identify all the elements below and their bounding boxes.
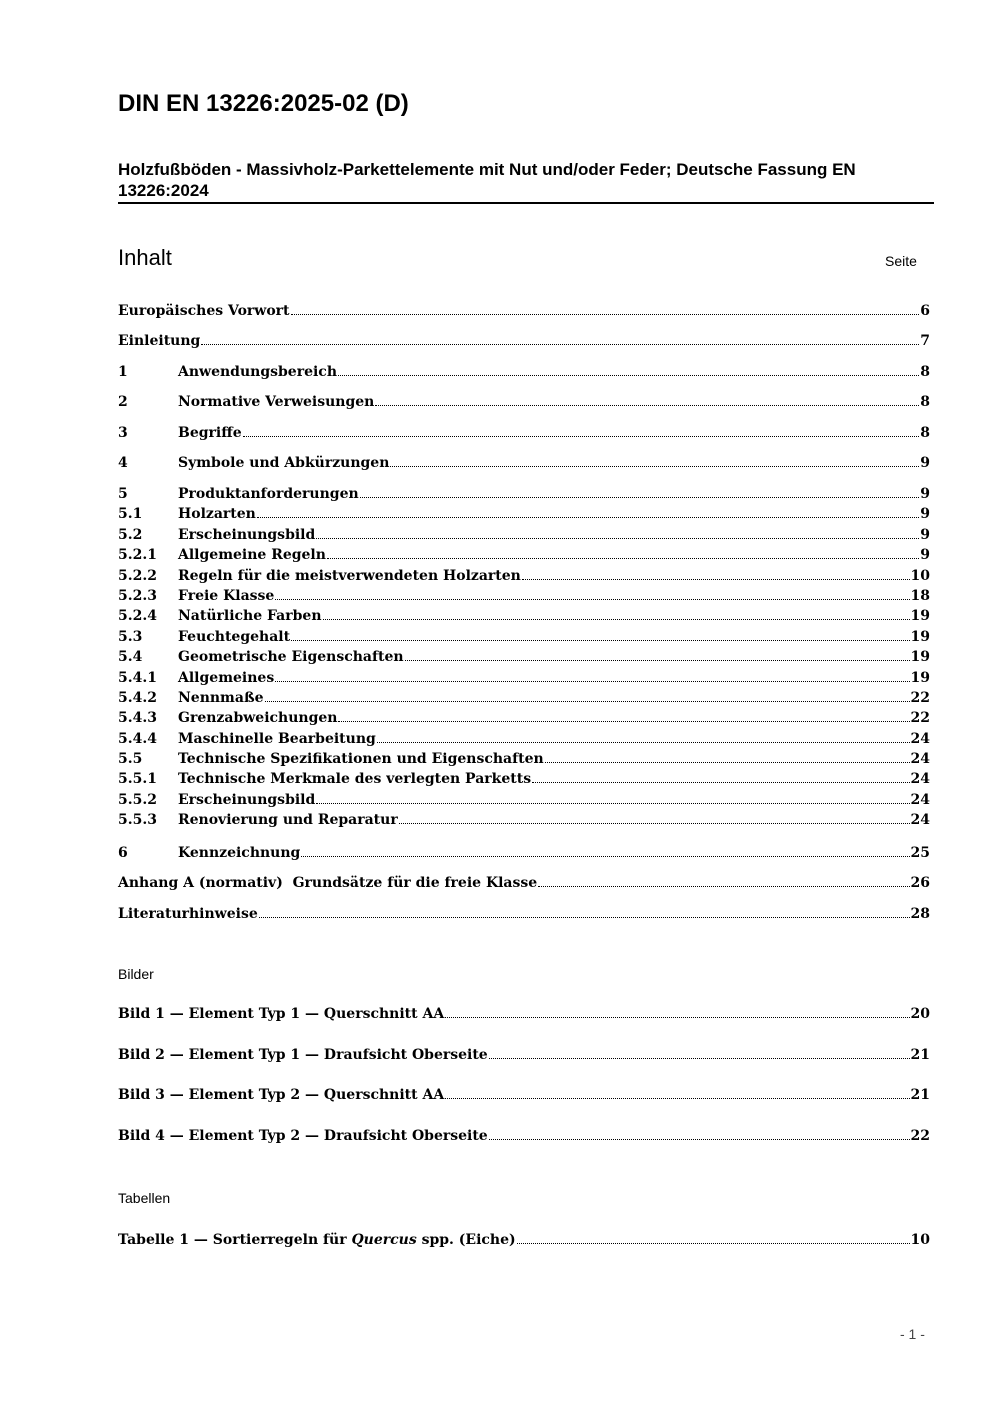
toc-entry-title: Produktanforderungen xyxy=(178,486,359,502)
toc-group-preface xyxy=(118,301,930,321)
toc-entry-title: Begriffe xyxy=(178,425,242,441)
toc-entry-title: Anhang A (normativ) Grundsätze für die freie Klasse xyxy=(118,875,538,891)
document-subtitle: Holzfußböden - Massivholz-Parkettelemente mit Nut und/oder Feder; Deutsche Fassung EN 13226:2024 xyxy=(118,159,934,204)
toc-entry-number: 5.5.3 xyxy=(118,812,157,829)
toc-entry-number: 5.2.3 xyxy=(118,587,157,604)
dot-leader xyxy=(338,374,919,376)
toc-entry-title: Europäisches Vorwort xyxy=(118,303,290,319)
toc-entry-title: Holzarten xyxy=(178,506,256,523)
toc-entry-number: 5.5.2 xyxy=(118,791,157,808)
dot-leader xyxy=(257,516,919,518)
dot-leader xyxy=(377,741,910,743)
dot-leader xyxy=(259,916,910,918)
page-column-label: Seite xyxy=(885,253,917,269)
dot-leader xyxy=(532,781,909,783)
toc-entry-page: 9 xyxy=(920,547,930,564)
toc-entry-title: Allgemeine Regeln xyxy=(178,547,326,564)
toc-entry-title: Symbole und Abkürzungen xyxy=(178,455,390,471)
toc-entry-number: 5.3 xyxy=(118,628,143,645)
toc-entry[interactable] xyxy=(118,1085,930,1105)
toc-entry-page: 19 xyxy=(910,669,930,686)
toc-entry-page: 28 xyxy=(910,906,930,922)
toc-group-bibliography xyxy=(118,904,930,924)
toc-entry-title: Natürliche Farben xyxy=(178,608,322,625)
toc-entry-page: 20 xyxy=(910,1006,930,1022)
toc-entry[interactable] xyxy=(118,873,930,893)
dot-leader xyxy=(301,855,909,857)
toc-entry-title: Bild 2 — Element Typ 1 — Draufsicht Oberseite xyxy=(118,1047,488,1063)
toc-entry-page: 22 xyxy=(910,689,930,706)
toc-entry-title: Erscheinungsbild xyxy=(178,526,316,543)
toc-entry-number: 5.4.1 xyxy=(118,669,157,686)
toc-entry-page: 9 xyxy=(920,526,930,543)
toc-entry-page: 22 xyxy=(910,710,930,727)
toc-entry-title: Normative Verweisungen xyxy=(178,394,375,410)
toc-entry[interactable] xyxy=(118,586,930,606)
dot-leader xyxy=(275,598,909,600)
dot-leader xyxy=(338,720,909,722)
toc-entry-page: 19 xyxy=(910,628,930,645)
toc-group-4 xyxy=(118,453,930,473)
toc-entry[interactable] xyxy=(118,1230,930,1250)
dot-leader xyxy=(375,404,919,406)
toc-entry-number: 4 xyxy=(118,455,128,471)
toc-entry-title: Technische Merkmale des verlegten Parketts xyxy=(178,771,532,788)
toc-entry-page: 8 xyxy=(920,364,930,380)
toc-entry-number: 5 xyxy=(118,486,128,502)
toc-entry-number: 5.4.2 xyxy=(118,689,157,706)
dot-leader xyxy=(265,700,910,702)
dot-leader xyxy=(323,618,910,620)
toc-entry-number: 5.4.4 xyxy=(118,730,157,747)
toc-entry-title: Bild 1 — Element Typ 1 — Querschnitt AA xyxy=(118,1006,445,1022)
toc-entry-page: 10 xyxy=(910,567,930,584)
toc-entry[interactable] xyxy=(118,566,930,586)
toc-group-6 xyxy=(118,843,930,863)
toc-entry-page: 21 xyxy=(910,1087,930,1103)
toc-group-intro xyxy=(118,331,930,351)
toc-entry[interactable] xyxy=(118,331,930,351)
toc-entry-title: Einleitung xyxy=(118,333,201,349)
toc-entry-page: 24 xyxy=(910,771,930,788)
toc-entry[interactable] xyxy=(118,545,930,565)
toc-entry-number: 5.4 xyxy=(118,649,143,666)
toc-entry[interactable] xyxy=(118,423,930,443)
dot-leader xyxy=(360,496,920,498)
toc-entry-title: Anwendungsbereich xyxy=(178,364,337,380)
toc-entry-number: 5.5 xyxy=(118,751,143,768)
toc-entry-page: 22 xyxy=(910,1128,930,1144)
toc-entry-title xyxy=(118,1230,516,1250)
dot-leader xyxy=(445,1016,909,1018)
toc-entry-number: 1 xyxy=(118,364,128,380)
dot-leader xyxy=(243,435,920,437)
toc-entry-number: 5.2.4 xyxy=(118,608,157,625)
toc-entry-title: Feuchtegehalt xyxy=(178,628,291,645)
toc-group-2 xyxy=(118,392,930,412)
toc-group-1 xyxy=(118,362,930,382)
toc-entry-title: Allgemeines xyxy=(178,669,275,686)
toc-entry[interactable] xyxy=(118,708,930,728)
dot-leader xyxy=(291,639,909,641)
toc-entry-title: Regeln für die meistverwendeten Holzarten xyxy=(178,567,521,584)
toc-entry-number: 5.1 xyxy=(118,506,143,523)
toc-entry-title: Erscheinungsbild xyxy=(178,791,316,808)
toc-entry-number: 5.2 xyxy=(118,526,143,543)
toc-entry-page: 18 xyxy=(910,587,930,604)
toc-entry[interactable] xyxy=(118,362,930,382)
toc-entry-number: 5.5.1 xyxy=(118,771,157,788)
table-title-prefix: Tabelle 1 — Sortierregeln für xyxy=(118,1232,352,1248)
toc-entry-title: Grenzabweichungen xyxy=(178,710,338,727)
species-name: Quercus xyxy=(351,1232,417,1248)
toc-entry[interactable] xyxy=(118,504,930,524)
toc-entry-page: 21 xyxy=(910,1047,930,1063)
dot-leader xyxy=(291,313,920,315)
toc-entry[interactable] xyxy=(118,647,930,667)
toc-entry-page: 7 xyxy=(920,333,930,349)
dot-leader xyxy=(316,537,919,539)
dot-leader xyxy=(517,1242,910,1244)
toc-entry-title: Bild 3 — Element Typ 2 — Querschnitt AA xyxy=(118,1087,445,1103)
toc-entry-page: 10 xyxy=(910,1232,930,1248)
toc-entry-page: 24 xyxy=(910,791,930,808)
toc-entry-page: 8 xyxy=(920,425,930,441)
toc-group-5 xyxy=(118,484,930,831)
toc-entry[interactable] xyxy=(118,1045,930,1065)
toc-group-3 xyxy=(118,423,930,443)
toc-entry[interactable] xyxy=(118,790,930,810)
toc-entry-title: Maschinelle Bearbeitung xyxy=(178,730,376,747)
figure-entry-2 xyxy=(118,1045,930,1065)
toc-entry-page: 19 xyxy=(910,649,930,666)
dot-leader xyxy=(445,1097,909,1099)
toc-entry-page: 6 xyxy=(920,303,930,319)
toc-entry-page: 9 xyxy=(920,486,930,502)
toc-entry[interactable] xyxy=(118,688,930,708)
toc-entry[interactable] xyxy=(118,627,930,647)
toc-entry-title: Renovierung und Reparatur xyxy=(178,812,398,829)
figure-entry-3 xyxy=(118,1085,930,1105)
toc-entry-page: 9 xyxy=(920,506,930,523)
dot-leader xyxy=(538,885,909,887)
toc-entry[interactable] xyxy=(118,392,930,412)
dot-leader xyxy=(489,1057,910,1059)
toc-entry-page: 9 xyxy=(920,455,930,471)
dot-leader xyxy=(399,822,910,824)
contents-heading: Inhalt xyxy=(118,245,172,270)
toc-entry[interactable] xyxy=(118,749,930,769)
toc-entry[interactable] xyxy=(118,1126,930,1146)
toc-entry[interactable] xyxy=(118,301,930,321)
dot-leader xyxy=(327,557,919,559)
toc-entry-number: 5.4.3 xyxy=(118,710,157,727)
toc-entry-title: Bild 4 — Element Typ 2 — Draufsicht Oberseite xyxy=(118,1128,488,1144)
dot-leader xyxy=(390,465,919,467)
toc-entry-number: 5.2.2 xyxy=(118,567,157,584)
page-number: - 1 - xyxy=(900,1326,925,1342)
toc-entry-title: Freie Klasse xyxy=(178,587,275,604)
toc-entry-title: Kennzeichnung xyxy=(178,845,301,861)
toc-entry[interactable] xyxy=(118,453,930,473)
toc-entry[interactable] xyxy=(118,525,930,545)
toc-entry-number: 6 xyxy=(118,845,128,861)
toc-entry-title: Literaturhinweise xyxy=(118,906,258,922)
figure-entry-1 xyxy=(118,1004,930,1024)
toc-entry-title: Geometrische Eigenschaften xyxy=(178,649,404,666)
toc-entry[interactable] xyxy=(118,904,930,924)
dot-leader xyxy=(489,1138,910,1140)
toc-entry[interactable] xyxy=(118,843,930,863)
figure-entry-4 xyxy=(118,1126,930,1146)
toc-group-annex xyxy=(118,873,930,893)
dot-leader xyxy=(405,659,910,661)
toc-entry-number: 2 xyxy=(118,394,128,410)
toc-entry-title: Nennmaße xyxy=(178,689,264,706)
dot-leader xyxy=(316,802,909,804)
toc-entry[interactable] xyxy=(118,606,930,626)
document-title: DIN EN 13226:2025-02 (D) xyxy=(118,90,409,117)
dot-leader xyxy=(522,578,910,580)
tables-heading: Tabellen xyxy=(118,1190,171,1206)
toc-entry-page: 24 xyxy=(910,812,930,829)
toc-entry-page: 25 xyxy=(910,845,930,861)
dot-leader xyxy=(545,761,910,763)
toc-entry-number: 3 xyxy=(118,425,128,441)
figures-heading: Bilder xyxy=(118,966,154,982)
toc-entry-page: 26 xyxy=(910,875,930,891)
toc-entry-page: 24 xyxy=(910,730,930,747)
table-entry-1 xyxy=(118,1230,930,1250)
dot-leader xyxy=(201,343,919,345)
toc-entry-page: 24 xyxy=(910,751,930,768)
toc-entry[interactable] xyxy=(118,769,930,789)
dot-leader xyxy=(275,680,909,682)
toc-entry-number: 5.2.1 xyxy=(118,547,157,564)
toc-entry[interactable] xyxy=(118,484,930,504)
table-title-suffix: spp. (Eiche) xyxy=(416,1232,516,1248)
toc-entry[interactable] xyxy=(118,668,930,688)
toc-entry-page: 8 xyxy=(920,394,930,410)
toc-entry[interactable] xyxy=(118,729,930,749)
toc-entry-title: Technische Spezifikationen und Eigenschaften xyxy=(178,751,544,768)
toc-entry[interactable] xyxy=(118,810,930,830)
toc-entry[interactable] xyxy=(118,1004,930,1024)
toc-entry-page: 19 xyxy=(910,608,930,625)
